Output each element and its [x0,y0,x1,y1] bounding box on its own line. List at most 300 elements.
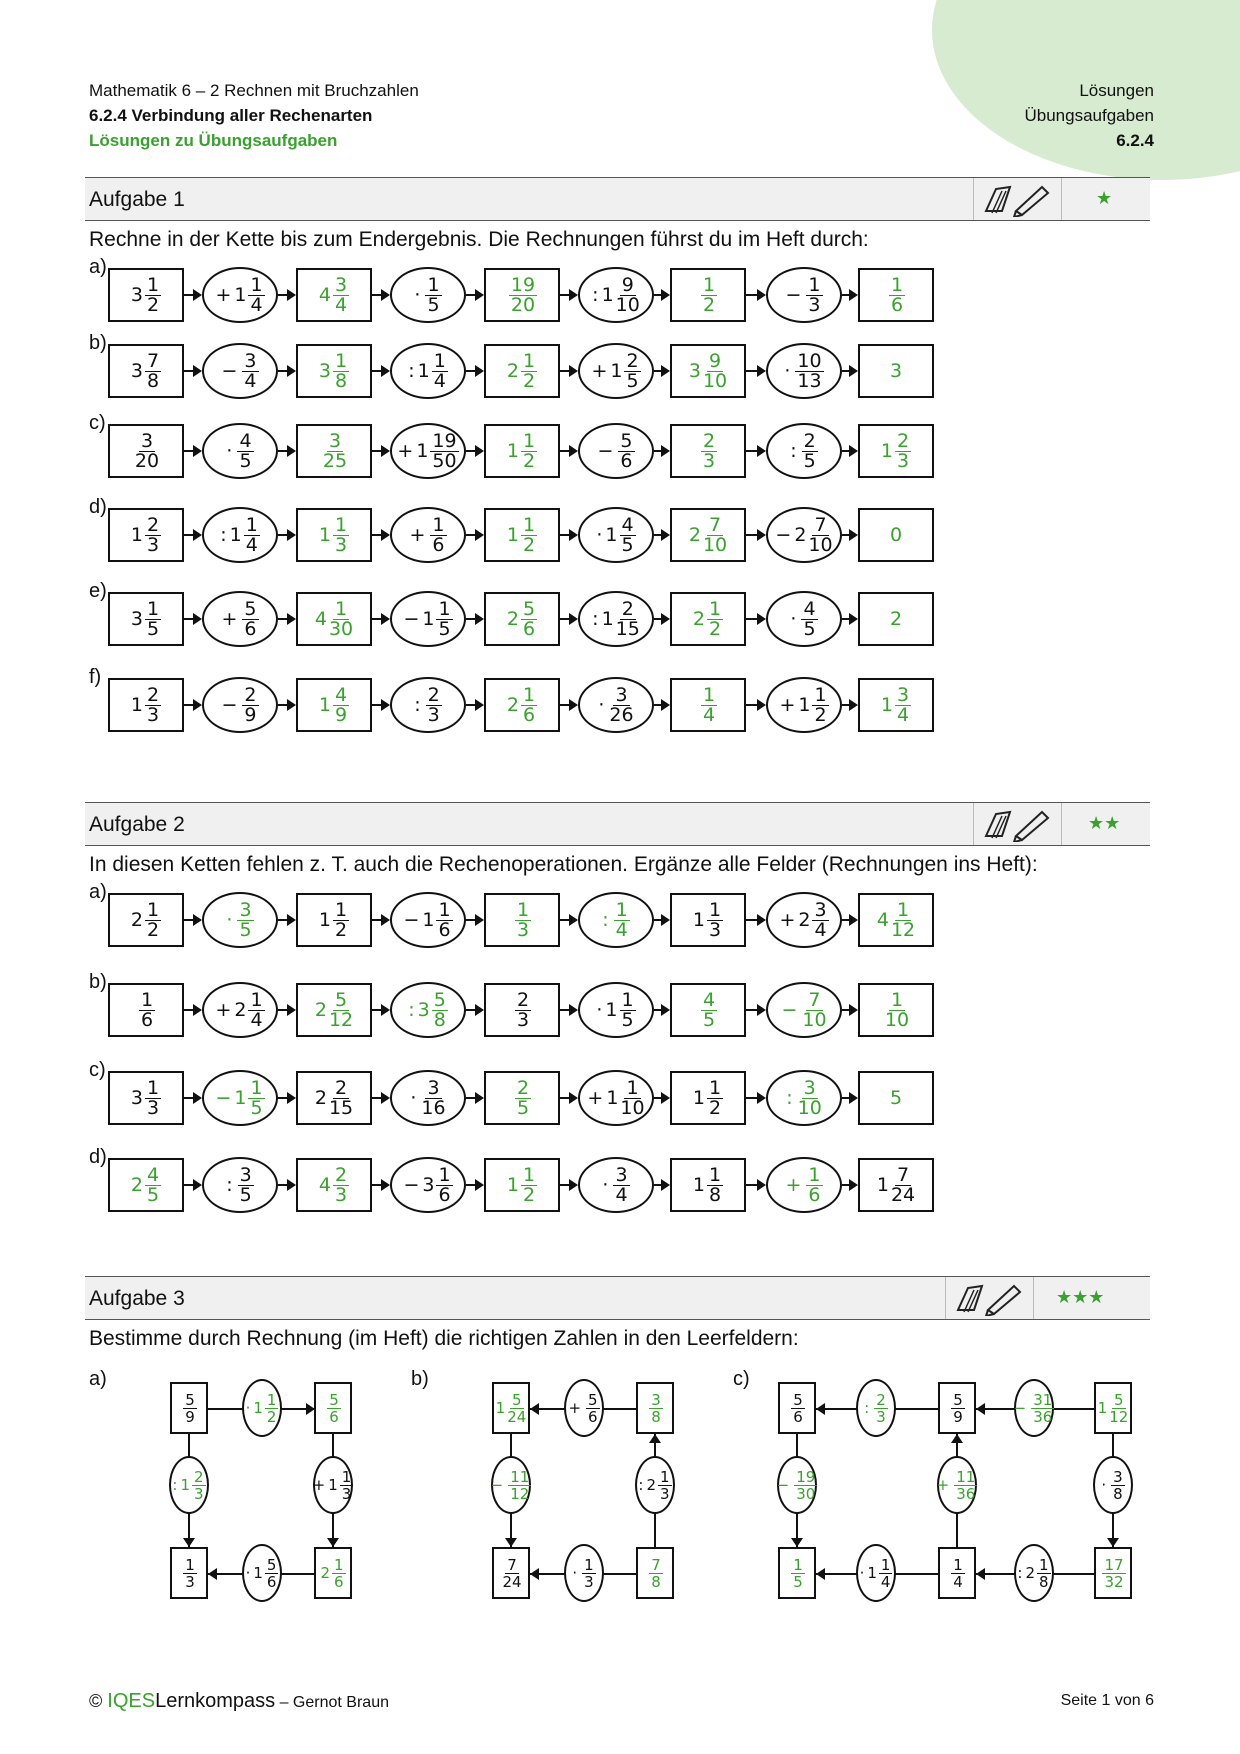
task2-value-box [296,1158,372,1212]
task1-cell-numerator: 1 [245,513,258,536]
task2-arrow [842,1009,856,1011]
task1-cell-denominator: 4 [245,533,258,556]
task2-cell-fraction [515,1076,531,1119]
task1-cell-denominator: 9 [335,703,348,726]
task3a-oval-left-content [171,1458,207,1512]
task1-cell-content [860,510,932,560]
book-pencil-icon [954,1280,1024,1316]
task2-cell-value: 5 [889,1087,903,1109]
task1-cell-whole: 2 [692,608,705,630]
task1-cell-fraction [521,597,537,640]
task1-cell-content [580,345,652,397]
task1-cell-numerator: 2 [702,429,716,452]
task2-cell-denominator: 8 [709,1183,722,1206]
task3b-oval-left [491,1456,531,1514]
task3b-oval-right-operator: : [638,1476,644,1494]
task1-cell-operator: · [784,360,791,382]
task1-arrow [466,704,482,706]
task1-operation-oval [202,267,278,323]
task2-cell-content [204,1072,276,1124]
task3c-oval-top1-content [858,1381,894,1435]
task2-cell-numerator: 4 [702,988,716,1011]
task3b-box-bl-denominator: 24 [502,1572,522,1591]
task1-cell-fraction [895,429,911,472]
task1-cell-content [110,346,182,396]
task1-cell-denominator: 9 [244,703,257,726]
task2-cell-operator: : [786,1087,793,1109]
task1-cell-operator: · [414,284,421,306]
task2-arrow [278,1184,294,1186]
task2-cell-content [860,1073,932,1123]
task1-cell-whole: 1 [234,284,247,306]
task3a-oval-top-content [244,1381,280,1435]
task1-cell-operator: + [221,608,238,630]
task1-cell-operator: · [598,694,605,716]
task3b-oval-top [564,1379,604,1437]
task3a-arrowhead-right [327,1538,339,1547]
task3b-box-br [636,1547,674,1599]
task2-arrow [654,919,668,921]
task1-cell-value: 2 [889,608,903,630]
task1-cell-fraction [242,349,258,392]
task1-cell-operator: : [790,440,797,462]
task1-cell-whole: 1 [798,694,811,716]
task3a-oval-left [169,1456,209,1514]
task2-operation-oval [766,1070,842,1126]
task1-operation-oval [390,507,466,563]
task1-operation-oval [202,343,278,399]
task1-cell-denominator: 8 [335,369,348,392]
task2-cell-content [580,984,652,1036]
task1-cell-content [580,593,652,645]
task3c-oval-mid-fraction [954,1469,977,1502]
task2-arrow [560,1184,576,1186]
task3c-box-br-numerator: 17 [1104,1555,1124,1574]
task2-cell-denominator: 5 [239,918,252,941]
task1-cell-content [672,270,744,320]
task-1-stars-cell [1061,178,1150,220]
task1-value-box [296,268,372,322]
task3c-box-br [1094,1547,1132,1599]
task2-cell-fraction [890,1163,916,1206]
task1-cell-whole: 3 [130,284,143,306]
task2-cell-denominator: 3 [709,918,722,941]
task3a-box-tl-numerator: 5 [185,1390,195,1409]
task1-cell-content [860,426,932,476]
task1-cell-denominator: 3 [147,533,160,556]
task2-cell-denominator: 10 [884,1008,910,1031]
task3c-arrowhead-bot2 [976,1568,985,1580]
task1-cell-numerator: 4 [803,597,816,620]
task1-operation-oval [766,343,842,399]
task1-arrow [278,618,294,620]
task1-cell-whole: 1 [416,440,429,462]
task1-cell-numerator: 3 [335,273,348,296]
task2-cell-fraction [333,898,349,941]
task1-value-box [296,344,372,398]
task1-cell-fraction [806,273,822,316]
task1-cell-whole: 3 [130,360,143,382]
task2-row-label: c) [89,1059,106,1081]
task-3-title: Aufgabe 3 [89,1287,185,1310]
task1-cell-content [110,426,182,476]
task3b-oval-bottom-denominator: 3 [584,1572,594,1591]
task2-cell-denominator: 3 [516,918,530,941]
task3a-label: a) [89,1368,107,1390]
task1-cell-numerator: 5 [244,597,257,620]
task1-cell-denominator: 6 [523,703,536,726]
task1-arrow [842,294,856,296]
task1-value-box [858,508,934,562]
task1-arrow [372,450,388,452]
task3a-box-bl-content [172,1549,206,1597]
task1-cell-denominator: 2 [523,533,536,556]
task3c-box-bl-content [780,1549,814,1597]
task1-operation-oval [202,423,278,479]
task1-cell-operator: : [592,608,599,630]
task2-arrow [842,1097,856,1099]
task1-cell-denominator: 13 [797,369,822,392]
task1-cell-fraction [521,429,537,472]
task1-cell-fraction [145,683,161,726]
header-left [89,78,419,153]
task1-cell-denominator: 6 [432,533,445,556]
task1-cell-denominator: 2 [147,293,160,316]
task1-cell-content [392,269,464,321]
task2-cell-content [580,1159,652,1211]
task2-cell-fraction [432,988,448,1031]
task1-value-box [670,678,746,732]
task2-cell-whole: 1 [605,999,618,1021]
task1-cell-fraction [795,349,823,392]
task1-cell-numerator: 5 [620,429,633,452]
task3a-oval-top-numerator: 1 [266,1390,277,1409]
task1-cell-fraction [609,683,634,726]
task1-cell-fraction [618,429,634,472]
task1-cell-fraction [701,683,717,726]
task2-cell-fraction [802,988,827,1031]
task3a-oval-left-numerator: 2 [194,1467,204,1486]
task3b-box-br-content [638,1549,672,1597]
task2-cell-fraction [515,988,531,1031]
task3b-oval-right-content [637,1458,673,1512]
task2-cell-whole: 3 [130,1087,143,1109]
task3c-box-bm [938,1547,976,1599]
task3c-oval-mid [937,1456,977,1514]
task3c-box-bm-numerator: 1 [953,1555,963,1574]
task3b-oval-left-content [490,1458,530,1512]
task3b-oval-right-fraction [658,1469,672,1502]
task2-arrow [654,1009,668,1011]
task2-cell-denominator: 5 [250,1096,263,1119]
task2-cell-content [486,1160,558,1210]
task3b-oval-bottom-content [566,1546,602,1600]
task3b-label: b) [411,1368,429,1390]
task2-operation-oval [202,892,278,948]
task2-cell-content [204,984,276,1036]
task1-cell-fraction [333,683,349,726]
task3a-box-tr-denominator: 6 [329,1407,339,1426]
task2-cell-numerator: 1 [438,898,451,921]
task1-arrow [278,534,294,536]
copyright-symbol: © [89,1691,103,1711]
task2-cell-content [392,1159,464,1211]
task1-cell-denominator: 5 [626,369,639,392]
task3c-oval-bot2-numerator: 1 [1039,1555,1049,1574]
task2-cell-whole: 1 [692,909,705,931]
task1-arrow [654,704,668,706]
task2-cell-whole: 4 [876,909,889,931]
task3a-oval-left-operator: : [172,1476,178,1494]
task3c-oval-right-denominator: 8 [1113,1484,1123,1503]
task1-value-box [108,344,184,398]
task1-arrow [560,534,576,536]
task3b-box-tl-whole: 1 [495,1399,506,1417]
task1-arrow [560,370,576,372]
task3c-oval-top2-numerator: 31 [1033,1390,1053,1409]
task2-cell-whole: 1 [318,909,331,931]
task1-cell-numerator: 19 [432,429,457,452]
task2-value-box [858,893,934,947]
task2-cell-whole: 2 [130,1174,143,1196]
task2-cell-whole: 2 [130,909,143,931]
task1-cell-denominator: 20 [134,449,160,472]
task2-operation-oval [766,1157,842,1213]
task1-cell-operator: − [775,524,792,546]
task2-cell-numerator: 5 [433,988,446,1011]
task2-cell-denominator: 4 [615,1183,628,1206]
task2-cell-content [768,984,840,1036]
task2-cell-denominator: 2 [709,1096,722,1119]
task1-cell-whole: 2 [506,608,519,630]
task1-arrow [278,294,294,296]
task1-cell-numerator: 1 [523,349,536,372]
task2-operation-oval [578,1157,654,1213]
task3c-box-bm-denominator: 4 [953,1572,963,1591]
task2-cell-numerator: 1 [626,1076,639,1099]
task1-arrow [746,618,764,620]
task2-cell-fraction [237,898,253,941]
task3a-box-bl [170,1547,208,1599]
task1-cell-denominator: 4 [244,369,257,392]
task1-arrow [184,534,200,536]
task1-cell-content [860,594,932,644]
task1-arrow [842,450,856,452]
task1-cell-content [768,269,840,321]
task3c-oval-left-content [776,1458,816,1512]
task2-value-box [484,1158,560,1212]
task1-arrow [372,534,388,536]
footer-brand [89,1690,389,1713]
task1-cell-denominator: 6 [244,617,257,640]
task3b-oval-top-operator: + [568,1399,582,1417]
task3b-box-tr-content [638,1384,672,1432]
task2-cell-numerator: 3 [615,1163,628,1186]
task1-value-box [108,592,184,646]
task2-value-box [108,983,184,1037]
task1-cell-fraction [620,513,636,556]
task3c-oval-left-numerator: 19 [796,1467,816,1486]
task3b-oval-bottom-fraction [582,1557,596,1590]
task1-operation-oval [578,343,654,399]
task1-cell-fraction [889,273,905,316]
task1-cell-numerator: 3 [615,683,628,706]
task1-cell-content [392,345,464,397]
task2-cell-numerator: 1 [709,1163,722,1186]
task2-cell-numerator: 1 [897,898,910,921]
task1-cell-fraction [521,513,537,556]
task3b-oval-top-content [566,1381,602,1435]
task2-arrow [372,1184,388,1186]
task2-cell-fraction [328,1076,354,1119]
task3c-oval-left [777,1456,817,1514]
task2-cell-denominator: 4 [615,918,628,941]
task1-arrow [746,370,764,372]
task1-cell-denominator: 3 [335,533,348,556]
task3a-oval-left-whole: 1 [180,1476,191,1494]
task1-cell-fraction [333,273,349,316]
task1-cell-content [110,510,182,560]
task2-cell-numerator: 1 [615,898,628,921]
task2-cell-fraction [707,898,723,941]
task3a-box-br-content [316,1549,350,1597]
task1-operation-oval [202,677,278,733]
task1-row-label: d) [89,496,107,518]
task1-cell-denominator: 3 [147,703,160,726]
task1-cell-fraction [333,513,349,556]
task1-cell-fraction [248,273,264,316]
task3c-oval-top2-fraction [1031,1392,1054,1425]
task1-value-box [670,508,746,562]
task1-arrow [278,370,294,372]
task3c-oval-top2-operator: − [1013,1399,1027,1417]
task2-cell-whole: 4 [318,1174,331,1196]
task1-cell-numerator: 1 [335,597,348,620]
task1-value-box [858,268,934,322]
task1-cell-value: 3 [889,360,903,382]
task1-cell-whole: 1 [601,284,614,306]
task2-cell-content [580,1072,652,1124]
task1-arrow [654,618,668,620]
task2-cell-whole: 2 [798,909,811,931]
task2-value-box [670,1158,746,1212]
task2-cell-operator: · [596,999,603,1021]
task1-value-box [296,424,372,478]
task3a-oval-right-whole: 1 [328,1476,338,1494]
task1-cell-fraction [702,349,728,392]
task1-value-box [108,678,184,732]
task2-cell-fraction [436,1163,452,1206]
task1-cell-content [110,270,182,320]
task2-cell-content [298,985,370,1035]
task2-cell-numerator: 4 [147,1163,160,1186]
task1-operation-oval [578,677,654,733]
task3c-box-tr-denominator: 12 [1109,1407,1129,1426]
task1-cell-fraction [808,513,833,556]
task1-value-box [296,592,372,646]
task1-operation-oval [578,423,654,479]
task2-cell-operator: − [215,1087,232,1109]
book-pencil-icon [982,806,1052,842]
task2-cell-denominator: 3 [516,1008,530,1031]
task2-cell-numerator: 1 [335,898,348,921]
task3a-oval-bottom-denominator: 6 [266,1572,277,1591]
task1-arrow [372,618,388,620]
task-2-header [85,802,1150,846]
task3c-oval-right-operator: · [1101,1476,1107,1494]
task1-cell-fraction [521,683,537,726]
task3c-oval-left-operator: − [776,1476,790,1494]
task2-cell-fraction [620,1076,645,1119]
task1-cell-content [392,679,464,731]
task1-cell-denominator: 3 [808,293,821,316]
task2-value-box [296,1071,372,1125]
task2-arrow [466,1097,482,1099]
task2-cell-denominator: 12 [328,1008,354,1031]
task1-cell-numerator: 19 [510,273,536,296]
task1-arrow [372,294,388,296]
task1-cell-denominator: 2 [523,369,536,392]
task1-cell-fraction [430,429,458,472]
task1-cell-numerator: 4 [335,683,348,706]
task2-arrow [466,1184,482,1186]
task1-arrow [746,534,764,536]
task1-operation-oval [202,507,278,563]
task1-cell-denominator: 25 [322,449,348,472]
task3c-arrowhead-bot1 [816,1568,825,1580]
task1-cell-content [580,509,652,561]
task2-cell-content [392,1072,464,1124]
task2-operation-oval [766,982,842,1038]
task2-arrow [654,1184,668,1186]
task2-cell-operator: + [587,1087,604,1109]
task1-arrow [654,534,668,536]
task2-cell-content [672,1073,744,1123]
task3a-oval-bottom-operator: · [245,1564,251,1582]
task1-row-label: c) [89,412,106,434]
task2-cell-denominator: 24 [890,1183,916,1206]
task1-cell-content [860,680,932,730]
task3c-oval-mid-content [936,1458,976,1512]
task1-cell-numerator: 1 [427,273,440,296]
task1-cell-fraction [425,273,441,316]
task1-cell-content [204,345,276,397]
task1-cell-content [204,509,276,561]
task1-value-box [670,268,746,322]
task-2-intro: In diesen Ketten fehlen z. T. auch die Rechenoperationen. Ergänze alle Felder (Rechnungen ins Heft): [89,853,1038,876]
task2-arrow [560,1009,576,1011]
task2-operation-oval [390,982,466,1038]
task2-arrow [184,1097,200,1099]
task1-operation-oval [766,507,842,563]
task2-row-label: d) [89,1146,107,1168]
task2-cell-whole: 1 [606,1087,619,1109]
task1-cell-numerator: 2 [626,349,639,372]
task3a-oval-top-denominator: 2 [266,1407,277,1426]
task1-cell-fraction [701,429,717,472]
footer-author: – Gernot Braun [275,1694,389,1711]
task1-cell-whole: 3 [318,360,331,382]
task3c-box-tm [938,1382,976,1434]
task1-operation-oval [578,507,654,563]
task2-operation-oval [202,1157,278,1213]
task1-cell-denominator: 26 [609,703,634,726]
task2-cell-numerator: 1 [250,1076,263,1099]
task2-operation-oval [390,1070,466,1126]
task3c-arrowhead-left [791,1538,803,1547]
task3c-oval-bot2-content [1016,1546,1052,1600]
task2-cell-whole: 1 [506,1174,519,1196]
